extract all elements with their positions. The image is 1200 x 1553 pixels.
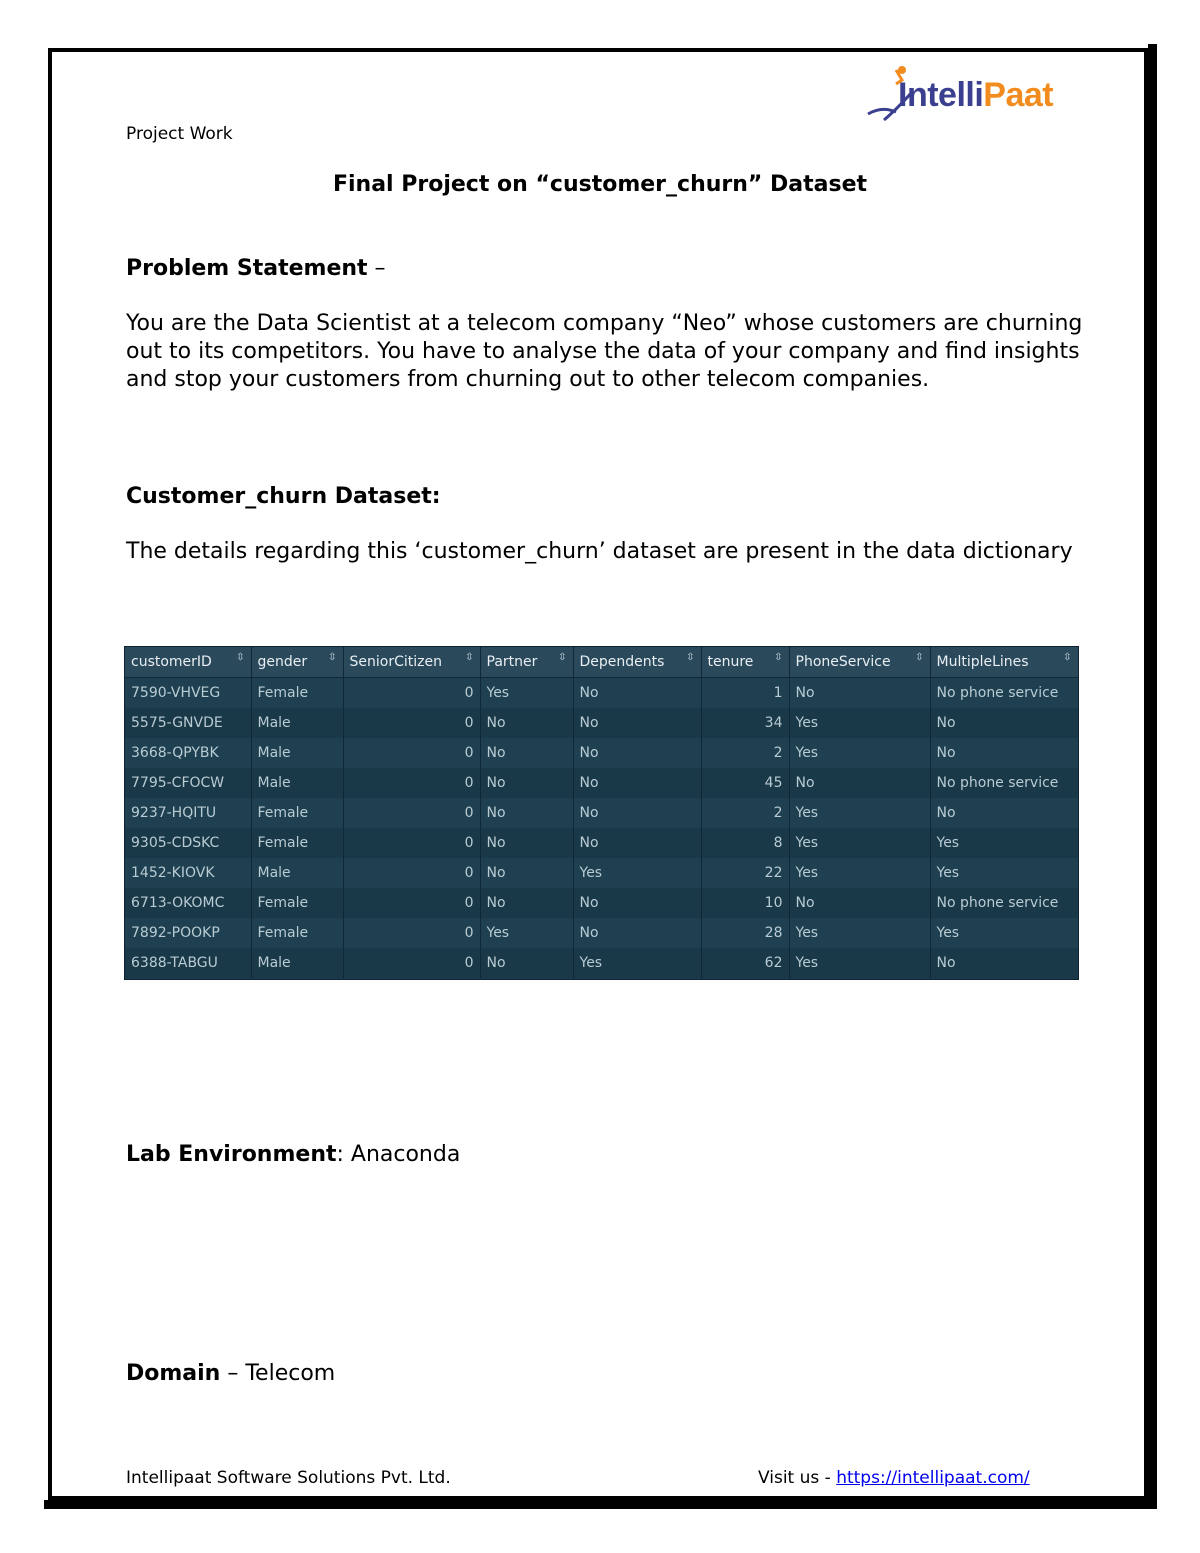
- table-cell: No: [480, 858, 573, 888]
- sort-icon[interactable]: ⇳: [686, 652, 695, 663]
- table-cell: No: [480, 948, 573, 978]
- table-cell: Male: [251, 768, 343, 798]
- table-row: [125, 708, 1078, 738]
- table-cell: 0: [343, 858, 480, 888]
- footer-visit-label: Visit us -: [758, 1468, 837, 1488]
- table-row: [125, 768, 1078, 798]
- column-header[interactable]: [343, 647, 480, 678]
- table-cell: Female: [251, 828, 343, 858]
- table-cell: 5575-GNVDE: [125, 708, 251, 738]
- table-cell: 0: [343, 918, 480, 948]
- lab-environment-value: Anaconda: [350, 1142, 461, 1167]
- table-cell: 22: [701, 858, 789, 888]
- sort-icon[interactable]: ⇳: [236, 652, 245, 663]
- table-cell: 0: [343, 738, 480, 768]
- table-cell: No: [573, 678, 701, 709]
- table-cell: Yes: [789, 798, 930, 828]
- table-cell: 7892-POOKP: [125, 918, 251, 948]
- table-cell: 6713-OKOMC: [125, 888, 251, 918]
- table-row: [125, 888, 1078, 918]
- column-header[interactable]: [701, 647, 789, 678]
- table-cell: Female: [251, 918, 343, 948]
- table-cell: 7590-VHVEG: [125, 678, 251, 709]
- page-title: Final Project on “customer_churn” Dataset: [332, 172, 868, 197]
- dataset-heading: Customer_churn Dataset:: [126, 484, 441, 509]
- dataset-preview-table: [124, 646, 1079, 980]
- table-cell: 10: [701, 888, 789, 918]
- column-header-label: gender: [257, 654, 308, 670]
- table-header-row: [125, 647, 1078, 678]
- domain-value: Telecom: [245, 1361, 336, 1386]
- table-cell: 28: [701, 918, 789, 948]
- problem-heading-text: Problem Statement: [126, 256, 368, 281]
- header-label: Project Work: [126, 124, 233, 144]
- column-header-label: Partner: [486, 654, 538, 670]
- table-cell: No: [480, 828, 573, 858]
- column-header[interactable]: [573, 647, 701, 678]
- column-header-label: Dependents: [579, 654, 665, 670]
- table-row: [125, 738, 1078, 768]
- sort-icon[interactable]: ⇳: [465, 652, 474, 663]
- table-cell: 0: [343, 708, 480, 738]
- table-row: [125, 918, 1078, 948]
- table-cell: 9237-HQITU: [125, 798, 251, 828]
- table-row: [125, 828, 1078, 858]
- table-cell: 0: [343, 888, 480, 918]
- table-cell: No phone service: [930, 678, 1078, 709]
- table-body: [125, 678, 1078, 979]
- table-cell: No: [930, 948, 1078, 978]
- table-cell: 45: [701, 768, 789, 798]
- sort-icon[interactable]: ⇳: [915, 652, 924, 663]
- column-header[interactable]: [125, 647, 251, 678]
- table-cell: 0: [343, 948, 480, 978]
- page-shadow-right: [1148, 44, 1157, 1509]
- table-cell: No: [573, 888, 701, 918]
- lab-environment-line: [126, 1142, 460, 1167]
- table-cell: Yes: [573, 948, 701, 978]
- table-cell: 8: [701, 828, 789, 858]
- table-cell: Yes: [930, 858, 1078, 888]
- table-cell: Yes: [930, 828, 1078, 858]
- sort-icon[interactable]: ⇳: [328, 652, 337, 663]
- footer-website-link[interactable]: https://intellipaat.com/: [836, 1468, 1030, 1488]
- column-header-label: SeniorCitizen: [349, 654, 442, 670]
- table-cell: 0: [343, 768, 480, 798]
- table-cell: No: [480, 708, 573, 738]
- table-cell: Male: [251, 858, 343, 888]
- column-header[interactable]: [930, 647, 1078, 678]
- table-cell: 9305-CDSKC: [125, 828, 251, 858]
- table-cell: Female: [251, 798, 343, 828]
- footer-visit: [758, 1468, 1030, 1488]
- table-cell: Yes: [789, 828, 930, 858]
- table-cell: Male: [251, 708, 343, 738]
- table-cell: No: [573, 768, 701, 798]
- table-cell: No phone service: [930, 888, 1078, 918]
- logo-intelli: Intelli: [898, 76, 984, 114]
- table-cell: No: [573, 918, 701, 948]
- table-cell: Yes: [789, 918, 930, 948]
- table-cell: Yes: [789, 948, 930, 978]
- table-cell: Yes: [480, 678, 573, 709]
- sort-icon[interactable]: ⇳: [558, 652, 567, 663]
- table-cell: Yes: [789, 858, 930, 888]
- logo-paat: Paat: [983, 76, 1054, 114]
- table-cell: No: [930, 738, 1078, 768]
- table-cell: 0: [343, 798, 480, 828]
- table-cell: 62: [701, 948, 789, 978]
- table-cell: No: [480, 738, 573, 768]
- intellipaat-logo: [862, 62, 1054, 132]
- table-cell: No: [573, 798, 701, 828]
- table-cell: Yes: [789, 708, 930, 738]
- table-cell: 1452-KIOVK: [125, 858, 251, 888]
- table-cell: 0: [343, 678, 480, 709]
- problem-text: You are the Data Scientist at a telecom company “Neo” whose customers are churning out to its competitors. You have to analyse the data of your company and find insights and stop your customers from churning out to other telecom companies.: [126, 311, 1083, 392]
- table-row: [125, 798, 1078, 828]
- table-row: [125, 948, 1078, 978]
- page-shadow-bottom: [44, 1500, 1157, 1509]
- table-cell: 6388-TABGU: [125, 948, 251, 978]
- table-cell: 7795-CFOCW: [125, 768, 251, 798]
- table-cell: Yes: [573, 858, 701, 888]
- table-cell: No: [480, 768, 573, 798]
- table-cell: No: [573, 828, 701, 858]
- column-header-label: PhoneService: [795, 654, 891, 670]
- table-cell: No: [480, 798, 573, 828]
- table-cell: No: [789, 888, 930, 918]
- dataset-text: The details regarding this ‘customer_churn’ dataset are present in the data dictionary: [126, 539, 1073, 564]
- table-cell: No: [789, 768, 930, 798]
- table-cell: No: [930, 798, 1078, 828]
- table-cell: Male: [251, 948, 343, 978]
- column-header-label: tenure: [707, 654, 754, 670]
- table-cell: Yes: [789, 738, 930, 768]
- table-cell: No: [480, 888, 573, 918]
- table-cell: Yes: [480, 918, 573, 948]
- column-header[interactable]: [480, 647, 573, 678]
- footer-company: Intellipaat Software Solutions Pvt. Ltd.: [126, 1468, 451, 1488]
- sort-icon[interactable]: ⇳: [1063, 652, 1072, 663]
- table-cell: No: [573, 708, 701, 738]
- column-header[interactable]: [789, 647, 930, 678]
- table-cell: Female: [251, 888, 343, 918]
- lab-environment-label: Lab Environment: [126, 1142, 337, 1167]
- table-cell: 1: [701, 678, 789, 709]
- table-row: [125, 678, 1078, 709]
- table-cell: No: [930, 708, 1078, 738]
- table-cell: Yes: [930, 918, 1078, 948]
- table-cell: 34: [701, 708, 789, 738]
- problem-heading-dash: –: [367, 256, 386, 281]
- table-cell: Female: [251, 678, 343, 709]
- domain-line: [126, 1361, 335, 1386]
- table-row: [125, 858, 1078, 888]
- column-header-label: customerID: [131, 654, 212, 670]
- table-cell: 3668-QPYBK: [125, 738, 251, 768]
- table-cell: 2: [701, 798, 789, 828]
- table-cell: No: [573, 738, 701, 768]
- table-cell: Male: [251, 738, 343, 768]
- table-cell: 0: [343, 828, 480, 858]
- problem-heading: [126, 256, 386, 281]
- table-cell: No phone service: [930, 768, 1078, 798]
- logo-wordmark: [898, 76, 1053, 115]
- sort-icon[interactable]: ⇳: [774, 652, 783, 663]
- column-header-label: MultipleLines: [936, 654, 1029, 670]
- domain-sep: –: [220, 1361, 246, 1386]
- domain-label: Domain: [126, 1361, 221, 1386]
- lab-environment-sep: :: [336, 1142, 351, 1167]
- table-cell: No: [789, 678, 930, 709]
- table-cell: 2: [701, 738, 789, 768]
- column-header[interactable]: [251, 647, 343, 678]
